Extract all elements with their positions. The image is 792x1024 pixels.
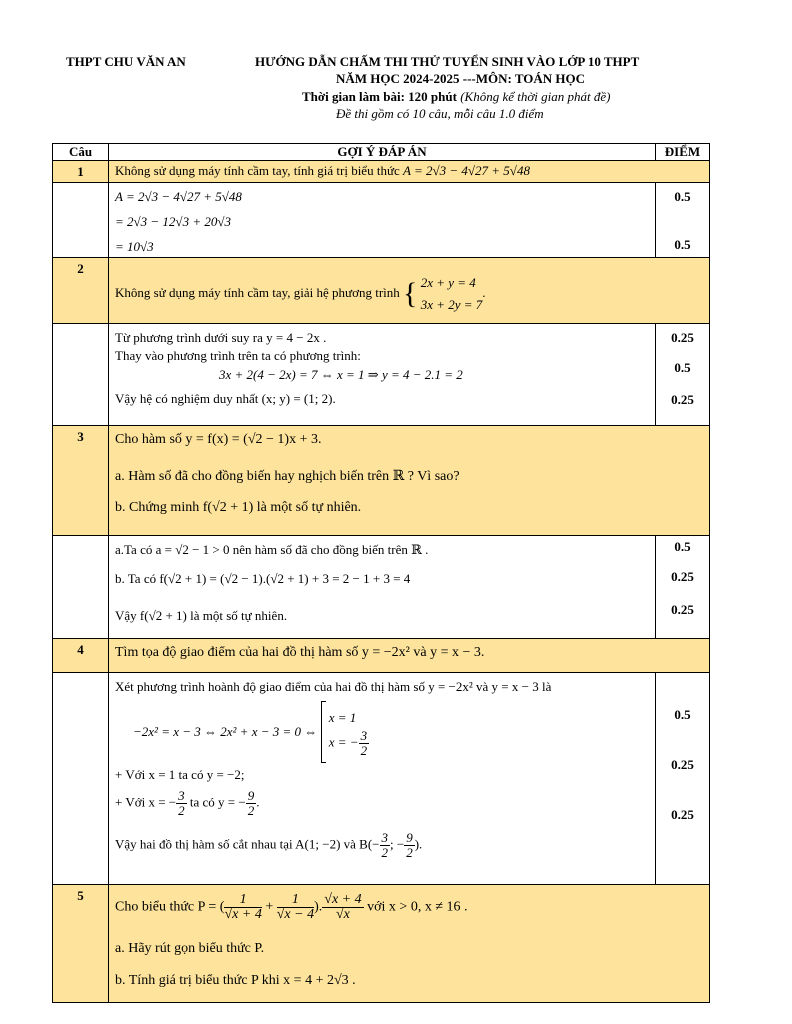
year-subject: NĂM HỌC 2024-2025 ---MÔN: TOÁN HỌC <box>336 71 586 86</box>
q1-expression: A = 2√3 − 4√27 + 5√48 <box>403 163 530 178</box>
q4-root-2-num: 3 <box>360 727 368 743</box>
q4-step-4: + Với x = − $\frac{3}{2}$ ta có y = − $\frac{9}{2}$ . <box>115 788 260 818</box>
q5-frac3-num: √x + 4 <box>324 892 362 907</box>
q4-step-4-num: 3 <box>178 788 185 803</box>
q2-step-4: Vậy hệ có nghiệm duy nhất (x; y) = (1; 2). <box>115 391 336 406</box>
q4-equation: −2x² = x − 3 ⇔ 2x² + x − 3 = 0 ⇔ <box>133 724 318 739</box>
question-3-prompt <box>109 426 710 536</box>
q4-step-4-a: + Với x = − <box>115 794 177 810</box>
q4-step-2 <box>133 701 369 763</box>
empty-cell <box>53 536 109 639</box>
question-4-prompt <box>109 639 710 673</box>
q5-part-a: a. Hãy rút gọn biểu thức P. <box>115 941 265 956</box>
q3-point-1: 0.5 <box>674 539 691 554</box>
q4-point-2: 0.25 <box>671 757 694 772</box>
header-answer: GỢI Ý ĐÁP ÁN <box>109 144 656 161</box>
q4-root-1: x = 1 <box>328 709 357 725</box>
q2-step-2: Thay vào phương trình trên ta có phương trình: <box>115 348 361 363</box>
q4-step-4-den: 2 <box>178 803 185 818</box>
empty-cell <box>53 324 109 426</box>
q4-b-y-num: 9 <box>406 830 413 845</box>
q4-step-4-num2: 9 <box>247 788 255 803</box>
question-1-prompt <box>109 161 710 183</box>
question-number-5: 5 <box>53 885 109 1003</box>
header-question: Câu <box>53 144 109 161</box>
q2-step-1: Từ phương trình dưới suy ra y = 4 − 2x . <box>115 330 327 345</box>
document-title: HƯỚNG DẪN CHẤM THI THỬ TUYỂN SINH VÀO LỚP 10 THPT <box>255 54 640 69</box>
q4-point-1: 0.5 <box>674 707 691 722</box>
q1-prompt-text: Không sử dụng máy tính cầm tay, tính giá trị biểu thức <box>115 163 400 178</box>
q4-step-5-c: ). <box>414 836 423 852</box>
q2-step-3: 3x + 2(4 − 2x) = 7 ⇔ x = 1 ⇒ y = 4 − 2.1 = 2 <box>219 367 463 382</box>
q4-b-x-num: 3 <box>381 830 388 845</box>
q4-step-5 <box>115 831 422 860</box>
question-1-answer <box>109 183 656 258</box>
q2-point-1: 0.25 <box>671 330 694 345</box>
question-number-3: 3 <box>53 426 109 536</box>
time-label: Thời gian làm bài: 120 phút <box>302 89 457 104</box>
q5-frac2-num: 1 <box>277 893 314 908</box>
q3-step-3: Vậy f(√2 + 1) là một số tự nhiên. <box>115 608 288 623</box>
q4-prompt-text: Tìm tọa độ giao điểm của hai đồ thị hàm số y = −2x² và y = x − 3. <box>115 645 485 660</box>
q1-step-3: = 10√3 <box>115 239 154 254</box>
q4-step-3: + Với x = 1 ta có y = −2; <box>115 767 245 782</box>
time-note: (Không kể thời gian phát đề) <box>460 89 611 104</box>
q5-part-b: b. Tính giá trị biểu thức P khi x = 4 + 2√3 . <box>115 973 356 988</box>
q4-points <box>656 673 710 885</box>
q4-step-5-b: ; − <box>390 836 405 852</box>
q5-frac2-den: √x − 4 <box>276 907 315 922</box>
answer-table <box>52 143 710 1003</box>
question-2-answer <box>109 324 656 426</box>
exam-note: Đề thi gồm có 10 câu, mỗi câu 1.0 điểm <box>336 106 544 121</box>
q1-points <box>656 183 710 258</box>
q4-root-2-sign: x = − <box>328 733 359 749</box>
q1-step-1: A = 2√3 − 4√27 + 5√48 <box>115 189 242 204</box>
header-points: ĐIỂM <box>656 144 710 161</box>
q5-prompt-a: Cho biểu thức P = ( <box>115 899 225 915</box>
q1-point-1: 0.5 <box>674 189 691 204</box>
q5-frac1-num: 1 <box>224 893 261 908</box>
question-number-4: 4 <box>53 639 109 673</box>
q2-point-3: 0.25 <box>671 392 694 407</box>
q4-point-3: 0.25 <box>671 807 694 822</box>
system-brace-icon: { <box>403 277 418 310</box>
q2-prompt-line: Không sử dụng máy tính cầm tay, giải hệ phương trình { 2x + y = 4 3x + 2y = 7 . <box>115 272 486 316</box>
q3-part-b: b. Chứng minh f(√2 + 1) là một số tự nhiên. <box>115 500 362 515</box>
q2-points <box>656 324 710 426</box>
q5-prompt-line <box>115 893 468 922</box>
question-number-1: 1 <box>53 161 109 183</box>
bracket-icon <box>321 701 326 763</box>
q1-step-2: = 2√3 − 12√3 + 20√3 <box>115 214 231 229</box>
q4-root-2 <box>329 729 369 758</box>
q4-step-5-a: Vậy hai đồ thị hàm số cắt nhau tại A(1; −2) và B(− <box>115 836 380 852</box>
time-limit <box>302 89 610 105</box>
q4-step-4-b: ta có y = − <box>189 794 246 810</box>
q4-b-x-den: 2 <box>381 845 388 860</box>
q3-points <box>656 536 710 639</box>
q4-b-y-den: 2 <box>406 845 413 860</box>
q2-point-2: 0.5 <box>674 360 691 375</box>
q5-plus: + <box>265 899 274 915</box>
q3-point-3: 0.25 <box>671 602 694 617</box>
q3-part-a: a. Hàm số đã cho đồng biến hay nghịch biến trên ℝ ? Vì sao? <box>115 469 460 484</box>
q2-prompt-text: Không sử dụng máy tính cầm tay, giải hệ phương trình <box>115 284 400 300</box>
q3-point-2: 0.25 <box>671 569 694 584</box>
q5-frac1-den: √x + 4 <box>224 907 262 922</box>
q4-step-4-den2: 2 <box>247 803 255 818</box>
q4-step-1: Xét phương trình hoành độ giao điểm của hai đồ thị hàm số y = −2x² và y = x − 3 là <box>115 679 552 694</box>
q2-equation-1: 2x + y = 4 <box>420 275 476 290</box>
q3-step-2: b. Ta có f(√2 + 1) = (√2 − 1).(√2 + 1) + 3 = 2 − 1 + 3 = 4 <box>115 571 411 586</box>
q5-condition: với x > 0, x ≠ 16 . <box>367 899 468 915</box>
question-5-prompt <box>109 885 710 1003</box>
question-3-answer <box>109 536 656 639</box>
q5-frac3-den: √x <box>335 907 350 922</box>
empty-cell <box>53 673 109 885</box>
q1-point-2: 0.5 <box>674 237 691 252</box>
q4-root-2-den: 2 <box>360 742 368 758</box>
question-4-answer <box>109 673 656 885</box>
empty-cell <box>53 183 109 258</box>
q2-equation-2: 3x + 2y = 7 <box>420 297 483 312</box>
q3-step-1: a.Ta có a = √2 − 1 > 0 nên hàm số đã cho đồng biến trên ℝ . <box>115 542 429 557</box>
question-2-prompt <box>109 258 710 324</box>
school-name: THPT CHU VĂN AN <box>66 54 186 69</box>
q5-dot: ). <box>314 899 323 915</box>
q3-prompt-text: Cho hàm số y = f(x) = (√2 − 1)x + 3. <box>115 432 322 447</box>
question-number-2: 2 <box>53 258 109 324</box>
